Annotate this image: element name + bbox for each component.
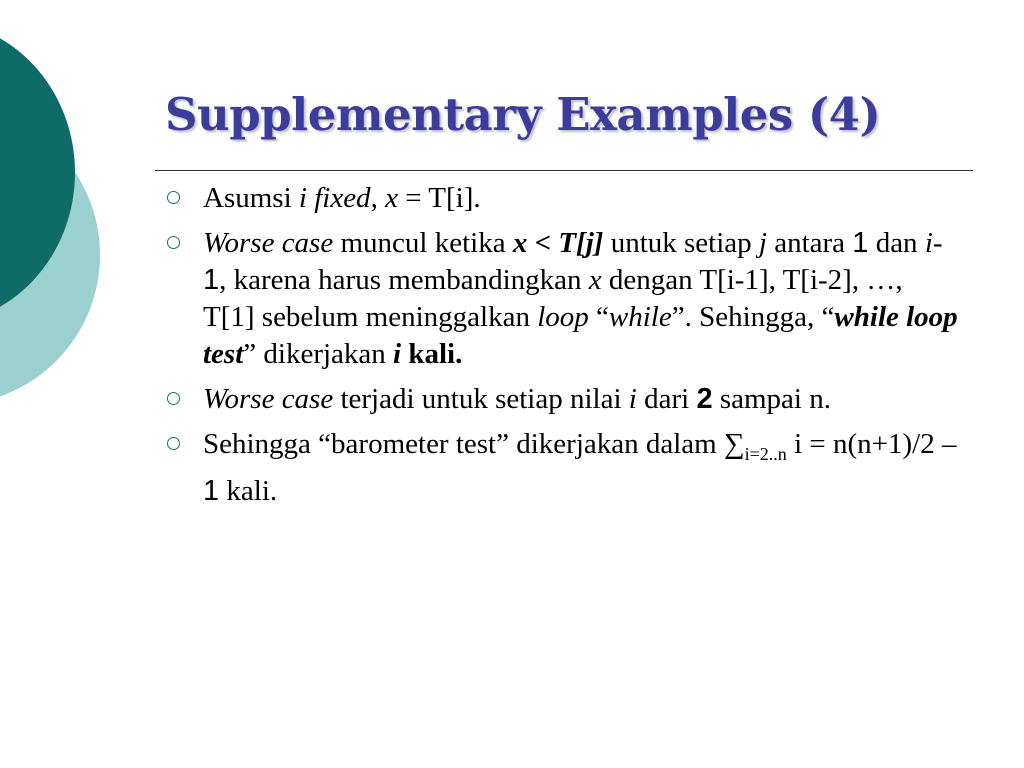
- bullet-text-run: kali.: [401, 338, 463, 370]
- bullet-text-run: = T[i].: [397, 182, 481, 214]
- bullet-text-run: antara: [766, 227, 853, 259]
- bullet-text-run: dari: [636, 383, 697, 415]
- bullet-text-run: dengan T[i-1], T[i-2], …, T[1] sebelum meninggalkan: [203, 264, 903, 333]
- bullet-text-run: Asumsi: [203, 182, 299, 214]
- bullet-text-run: i: [393, 338, 402, 370]
- bullet-text-run: Sehingga “barometer test” dikerjakan dalam ∑: [203, 428, 745, 460]
- title-divider: [155, 170, 973, 171]
- hollow-circle-icon: [167, 392, 180, 405]
- bullet-text-run: <: [527, 227, 559, 259]
- hollow-circle-icon: [167, 191, 180, 204]
- slide-title: Supplementary Examples (4): [165, 88, 881, 141]
- bullet-text-run: dan: [868, 227, 925, 259]
- bullet-text-run: 1: [852, 227, 869, 259]
- bullet-text-run: loop: [537, 301, 589, 333]
- bullet-text-run: sampai n.: [712, 383, 831, 415]
- bullet-list: [165, 180, 960, 518]
- bullet-text-run: terjadi untuk setiap nilai: [333, 383, 629, 415]
- hollow-circle-icon: [167, 236, 180, 249]
- bullet-text-run: ” dikerjakan: [243, 338, 394, 370]
- bullet-text-run: 2: [696, 383, 713, 415]
- bullet-text-run: x: [588, 264, 602, 296]
- bullet-text-run: Worse case: [203, 227, 334, 259]
- bullet-text-run: i = n(n+1)/2 –: [786, 428, 957, 460]
- bullet-text-run: j: [758, 227, 767, 259]
- bullet-text-run: i: [924, 227, 933, 259]
- bullet-text-run: T[j]: [558, 227, 604, 259]
- bullet-text-run: fixed: [314, 182, 371, 214]
- bullet-text-run: while loop test: [203, 301, 958, 370]
- bullet-text-run: x: [385, 182, 398, 214]
- bullet-text-run: 1: [203, 264, 220, 296]
- bullet-text-run: i=2..n: [744, 443, 787, 464]
- bullet-text-run: ,: [370, 182, 386, 214]
- bullet-text-run: muncul ketika: [333, 227, 513, 259]
- bullet-text-run: untuk setiap: [603, 227, 759, 259]
- bullet-text-run: -: [932, 227, 943, 259]
- bullet-item: [165, 426, 960, 510]
- bullet-text-run: Worse case: [203, 383, 334, 415]
- bullet-item: [165, 180, 960, 217]
- bullet-item: [165, 381, 960, 418]
- bullet-text-run: i: [628, 383, 637, 415]
- bullet-text-run: “: [588, 301, 609, 333]
- bullet-text-run: 1: [203, 474, 220, 507]
- bullet-text-run: , karena harus membandingkan: [219, 264, 589, 296]
- bullet-text-run: kali.: [219, 474, 278, 507]
- bullet-text-run: x: [512, 227, 528, 259]
- bullet-text-run: while: [608, 301, 672, 333]
- hollow-circle-icon: [167, 437, 180, 450]
- bullet-text-run: ”. Sehingga, “: [671, 301, 835, 333]
- bullet-item: [165, 225, 960, 373]
- bullet-text-run: i: [298, 182, 307, 214]
